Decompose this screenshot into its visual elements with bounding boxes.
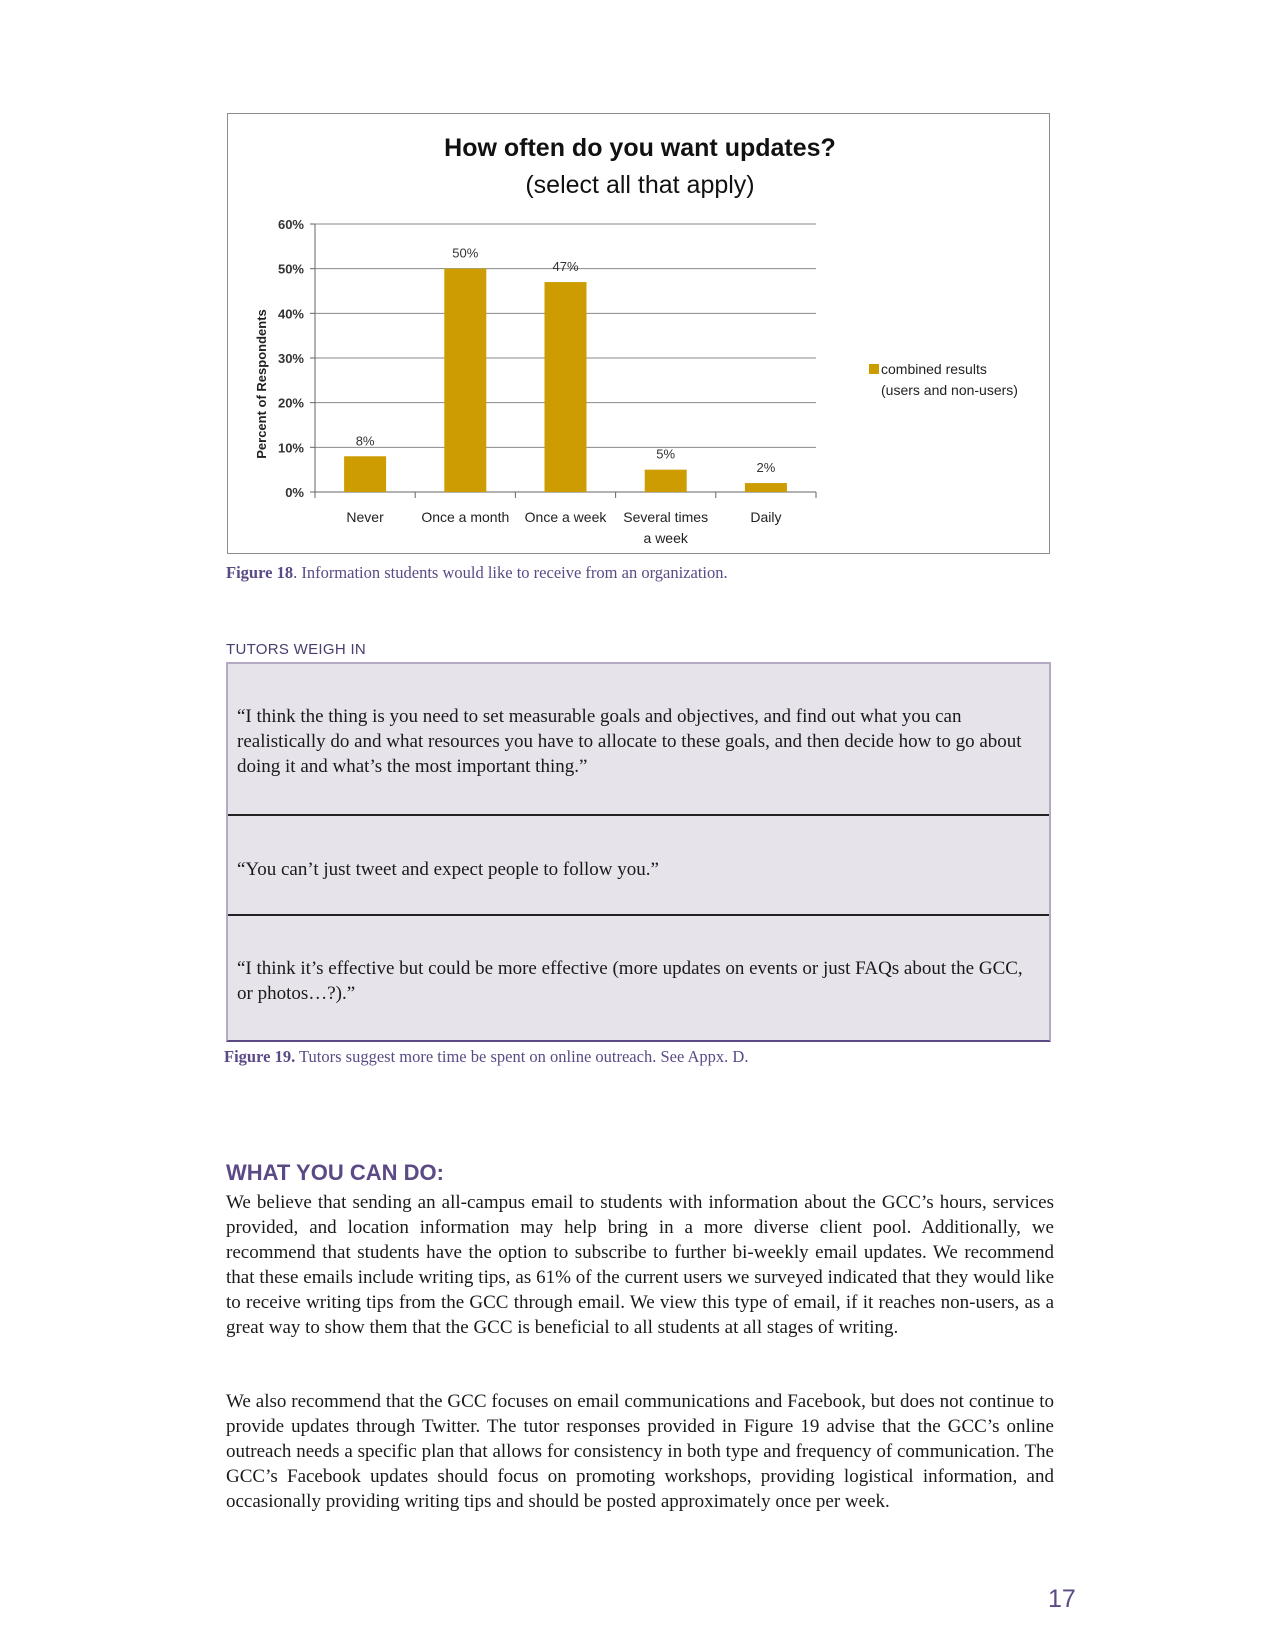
quote-divider — [228, 914, 1049, 916]
x-category-label: Once a week — [524, 509, 607, 525]
data-label: 5% — [656, 446, 676, 462]
data-label: 47% — [552, 259, 579, 275]
legend-swatch — [869, 364, 879, 374]
bar — [344, 456, 386, 492]
legend — [869, 361, 1018, 398]
x-category-label: a week — [643, 530, 688, 546]
bar — [545, 282, 587, 492]
chart-subtitle: (select all that apply) — [525, 171, 755, 199]
tutor-quotes-box — [226, 662, 1051, 1042]
figure-19-label: Figure 19. — [224, 1047, 296, 1066]
y-tick-label: 50% — [277, 261, 304, 277]
tutor-quote-2: “You can’t just tweet and expect people to follow you.” — [237, 859, 659, 880]
page-number: 17 — [1048, 1585, 1076, 1613]
section-heading: WHAT YOU CAN DO: — [226, 1160, 444, 1185]
y-tick-label: 20% — [277, 395, 304, 411]
tutor-quote-1: “I think the thing is you need to set measurable goals and objectives, and find out what you can realistically do and what resources you have to allocate to these goals, and then decide how to go about doing it and what’s the most important thing.” — [237, 706, 1022, 777]
tutors-section-label: TUTORS WEIGH IN — [226, 641, 367, 658]
figure-19-text: Tutors suggest more time be spent on online outreach. See Appx. D. — [295, 1047, 749, 1066]
y-tick-label: 10% — [277, 440, 304, 456]
bar — [645, 470, 687, 492]
legend-label: combined results — [881, 361, 987, 377]
data-label: 8% — [355, 433, 375, 449]
figure-18-caption — [226, 563, 728, 583]
data-label: 50% — [452, 245, 479, 261]
quote-divider — [228, 814, 1049, 816]
x-category-label: Daily — [750, 509, 782, 525]
figure-19-caption — [224, 1047, 748, 1067]
bar — [444, 269, 486, 492]
chart-title: How often do you want updates? — [444, 134, 836, 162]
figure-18-label: Figure 18 — [226, 563, 294, 582]
x-category-label: Once a month — [421, 509, 510, 525]
data-label: 2% — [756, 460, 776, 476]
y-tick-label: 40% — [277, 306, 304, 322]
figure-18-text: . Information students would like to receive from an organization. — [293, 563, 728, 582]
bar — [745, 483, 787, 492]
y-axis-title: Percent of Respondents — [254, 309, 269, 459]
x-category-label: Several times — [623, 509, 709, 525]
figure-18-chart — [227, 113, 1050, 554]
x-category-label: Never — [346, 509, 384, 525]
y-tick-label: 30% — [277, 351, 304, 366]
paragraph-2: We also recommend that the GCC focuses on email communications and Facebook, but does not continue to provide updates through Twitter. The tutor responses provided in Figure 19 advise that the GCC’s online outreach needs a specific plan that allows for consistency in both type and frequency of communication. The GCC’s Facebook updates should focus on promoting workshops, providing logistical information, and occasionally providing writing tips and should be posted approximately once per week. — [226, 1391, 1054, 1512]
y-tick-label: 0% — [285, 485, 304, 500]
tutor-quote-3: “I think it’s effective but could be more effective (more updates on events or just FAQs about the GCC, or photos…?).” — [237, 958, 1023, 1004]
bar-chart — [228, 114, 1051, 555]
y-tick-label: 60% — [277, 217, 304, 232]
legend-label: (users and non-users) — [881, 382, 1018, 398]
paragraph-1: We believe that sending an all-campus email to students with information about the GCC’s hours, services provided, and location information may help bring in a more diverse client pool. Additionally, we recommend that students have the option to subscribe to further bi-weekly email updates. We recommend that these emails include writing tips, as 61% of the current users we surveyed indicated that they would like to receive writing tips from the GCC through email. We view this type of email, if it reaches non-users, as a great way to show them that the GCC is beneficial to all students at all stages of writing. — [226, 1192, 1054, 1338]
